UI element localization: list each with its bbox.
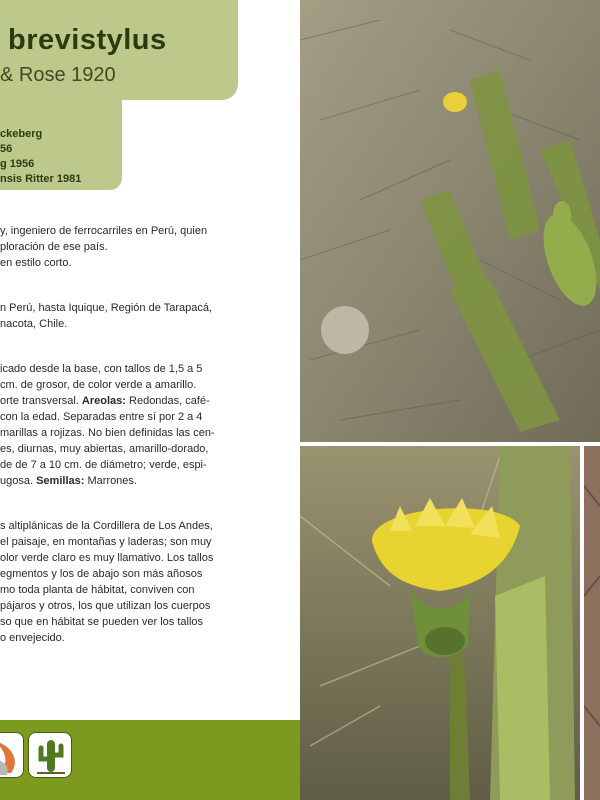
species-title: brevistylus — [8, 24, 167, 56]
text-line: es, diurnas, muy abiertas, amarillo-dorado, — [0, 443, 209, 455]
text-line: o envejecido. — [0, 632, 65, 644]
text-line: en estilo corto. — [0, 257, 72, 269]
text-fragment: orte transversal. — [0, 395, 82, 407]
synonym-item: 56 — [0, 143, 13, 155]
text-line: de de 7 a 10 cm. de diámetro; verde, espi- — [0, 459, 207, 471]
text-line: olor verde claro es muy llamativo. Los tallos — [0, 552, 214, 564]
species-authority: & Rose 1920 — [0, 64, 116, 86]
description-section — [0, 361, 236, 489]
cactus-photo-top — [300, 0, 600, 442]
text-line: mo toda planta de hábitat, conviven con — [0, 584, 195, 596]
semillas-label: Semillas: — [36, 475, 85, 487]
text-line: n Perú, hasta Iquique, Región de Tarapacá, — [0, 302, 213, 314]
text-line: ploración de ese país. — [0, 241, 108, 253]
cactus-flower-photo — [300, 446, 580, 800]
synonym-item: ckeberg — [0, 128, 43, 140]
synonyms-list — [0, 127, 81, 187]
cactus-photo-side — [584, 446, 600, 800]
text-line: marillas a rojizas. No bien definidas las cen- — [0, 427, 215, 439]
cactus-icon — [28, 732, 72, 778]
text-line — [0, 393, 236, 409]
text-line: el paisaje, en montañas y laderas; son muy — [0, 536, 212, 548]
text-line: nacota, Chile. — [0, 318, 68, 330]
text-line: y, ingeniero de ferrocarriles en Perú, quien — [0, 225, 208, 237]
text-line: s altiplánicas de la Cordillera de Los Andes, — [0, 520, 213, 532]
habitat-section — [0, 518, 236, 646]
text-line: con la edad. Separadas entre sí por 2 a 4 — [0, 411, 203, 423]
areolas-label: Areolas: — [81, 395, 126, 407]
text-line: egmentos y los de abajo son más añosos — [0, 568, 203, 580]
text-line: icado desde la base, con tallos de 1,5 a 5 — [0, 363, 203, 375]
text-line: cm. de grosor, de color verde a amarillo. — [0, 379, 197, 391]
text-line: pájaros y otros, los que utilizan los cuerpos — [0, 600, 211, 612]
distribution-section — [0, 300, 236, 332]
synonym-item: g 1956 — [0, 158, 35, 170]
text-fragment: Marrones. — [84, 475, 137, 487]
flower-icon — [0, 732, 24, 778]
etymology-section — [0, 223, 236, 271]
text-fragment: Redondas, café- — [125, 395, 210, 407]
text-fragment: ugosa. — [0, 475, 37, 487]
synonym-item: nsis Ritter 1981 — [0, 173, 82, 185]
text-line: so que en hábitat se pueden ver los tallos — [0, 616, 204, 628]
text-line — [0, 473, 236, 489]
